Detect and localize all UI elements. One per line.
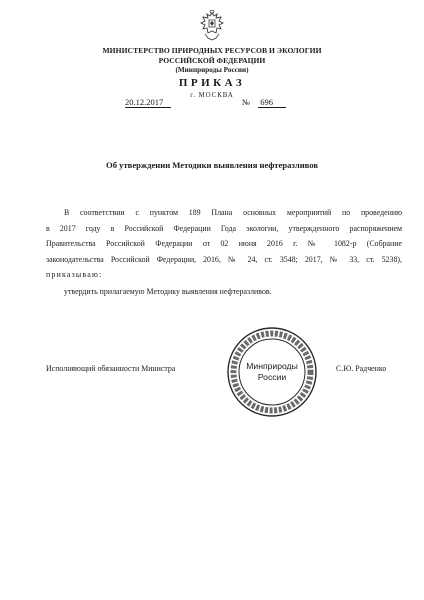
preamble-line: законодательства Российской Федерации, 2016, № 24, ст. 3548; 2017, № 33, ст. 5238), [46, 254, 402, 264]
ministry-short-name: (Минприроды России) [175, 66, 249, 74]
coat-of-arms-icon [198, 10, 226, 42]
order-date-value: 20.12.2017 [125, 97, 171, 108]
document-title: Об утверждении Методики выявления нефтеразливов [106, 160, 318, 170]
order-number-value: 696 [258, 97, 286, 108]
order-number [242, 97, 286, 108]
ministry-name-line2: РОССИЙСКОЙ ФЕДЕРАЦИИ [158, 56, 266, 65]
ministry-name-line1: МИНИСТЕРСТВО ПРИРОДНЫХ РЕСУРСОВ И ЭКОЛОГИИ [102, 46, 322, 55]
document-type: ПРИКАЗ [178, 77, 246, 89]
preamble-line: Правительства Российской Федерации от 02 июня 2016 г. № 1082-р (Собрание [46, 239, 402, 248]
stamp-text-line1: Минприроды [246, 361, 298, 371]
order-word: приказываю: [46, 270, 103, 279]
order-number-label: № [242, 97, 251, 107]
signatory-position: Исполняющий обязанности Министра [46, 364, 176, 373]
order-date [125, 97, 185, 108]
preamble-paragraph [46, 205, 402, 283]
signatory-name: С.Ю. Радченко [336, 364, 387, 373]
preamble-line: в 2017 году в Российской Федерации Года экологии, утвержденного распоряжением [46, 223, 402, 233]
official-stamp [226, 326, 318, 418]
stamp-text-line2: России [257, 372, 287, 382]
resolution-paragraph: утвердить прилагаемую Методику выявления нефтеразливов. [64, 287, 272, 296]
city: г. МОСКВА [190, 92, 234, 99]
preamble-line: В соответствии с пунктом 189 Плана основных мероприятий по проведению [64, 208, 402, 217]
